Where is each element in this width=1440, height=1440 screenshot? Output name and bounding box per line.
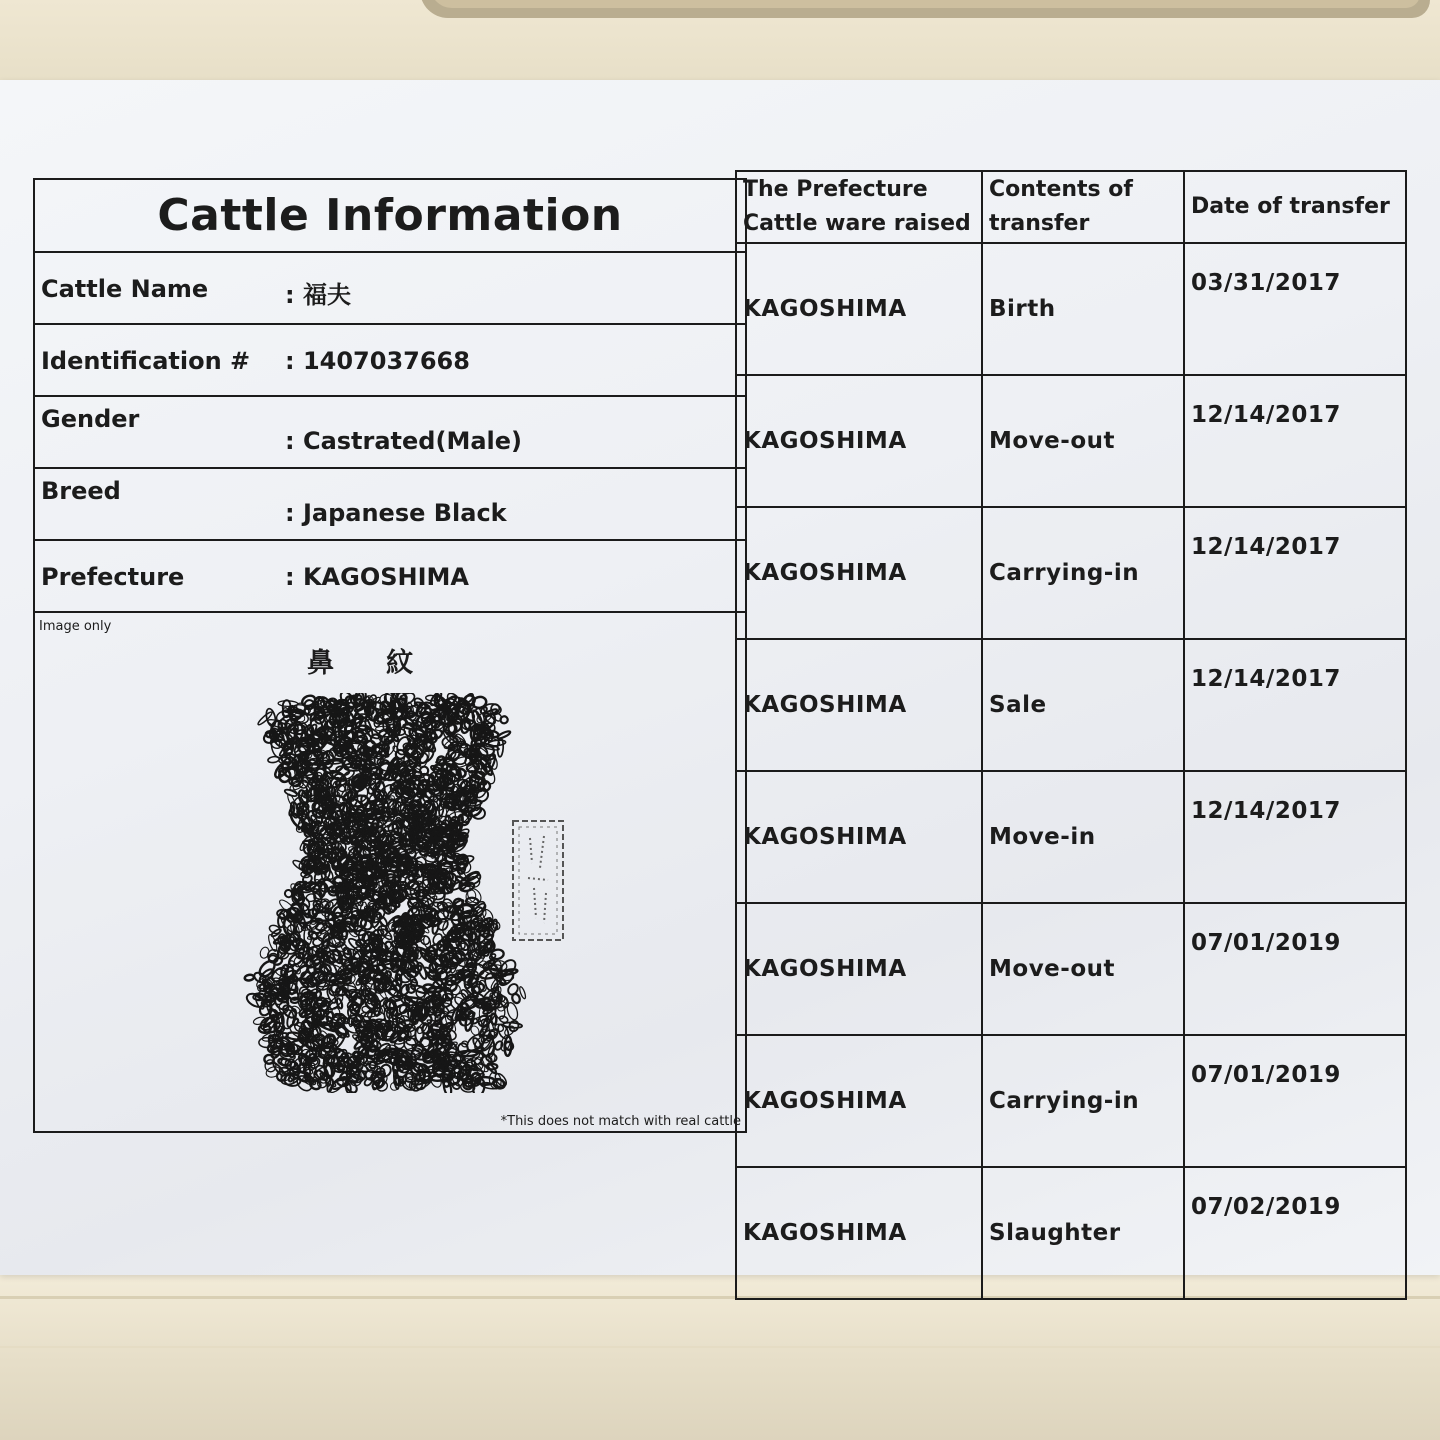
cell-date: 07/01/2019 bbox=[1184, 1035, 1406, 1167]
field-value: : Japanese Black bbox=[285, 499, 507, 527]
cell-content: Slaughter bbox=[982, 1167, 1184, 1299]
table-row bbox=[736, 1167, 1406, 1299]
cell-date: 12/14/2017 bbox=[1184, 375, 1406, 507]
cell-prefecture: KAGOSHIMA bbox=[736, 507, 982, 639]
cattle-info-panel bbox=[33, 178, 747, 1133]
cell-date: 12/14/2017 bbox=[1184, 771, 1406, 903]
cell-content: Birth bbox=[982, 243, 1184, 375]
table-row bbox=[736, 243, 1406, 375]
info-row-breed bbox=[35, 469, 745, 541]
table-row bbox=[736, 1035, 1406, 1167]
field-label: Gender bbox=[41, 405, 140, 433]
cell-content: Sale bbox=[982, 639, 1184, 771]
noseprint-image bbox=[220, 693, 550, 1093]
cell-content: Carrying-in bbox=[982, 507, 1184, 639]
field-value: : Castrated(Male) bbox=[285, 427, 522, 455]
disclaimer-note: *This does not match with real cattle bbox=[500, 1114, 741, 1129]
cell-prefecture: KAGOSHIMA bbox=[736, 903, 982, 1035]
image-only-label: Image only bbox=[39, 619, 112, 634]
cell-prefecture: KAGOSHIMA bbox=[736, 243, 982, 375]
field-label: Identification # bbox=[41, 347, 251, 375]
cell-date: 12/14/2017 bbox=[1184, 507, 1406, 639]
field-label: Cattle Name bbox=[41, 275, 209, 303]
cell-date: 07/01/2019 bbox=[1184, 903, 1406, 1035]
field-label: Breed bbox=[41, 477, 121, 505]
cell-prefecture: KAGOSHIMA bbox=[736, 639, 982, 771]
transfer-history-table bbox=[735, 170, 1407, 1300]
seal-stamp bbox=[510, 818, 566, 943]
cell-content: Move-in bbox=[982, 771, 1184, 903]
header-date: Date of transfer bbox=[1184, 171, 1406, 243]
cell-date: 03/31/2017 bbox=[1184, 243, 1406, 375]
cell-prefecture: KAGOSHIMA bbox=[736, 1035, 982, 1167]
cell-prefecture: KAGOSHIMA bbox=[736, 375, 982, 507]
info-row-gender bbox=[35, 397, 745, 469]
table-row bbox=[736, 771, 1406, 903]
document-title: Cattle Information bbox=[35, 180, 745, 253]
table-row bbox=[736, 639, 1406, 771]
table-row bbox=[736, 507, 1406, 639]
table-header-row bbox=[736, 171, 1406, 243]
cell-date: 07/02/2019 bbox=[1184, 1167, 1406, 1299]
noseprint-image-area bbox=[35, 613, 745, 1135]
field-value: : KAGOSHIMA bbox=[285, 563, 469, 591]
table-row bbox=[736, 375, 1406, 507]
noseprint-heading: 鼻紋 bbox=[307, 648, 465, 679]
info-row-prefecture bbox=[35, 541, 745, 613]
info-row-identification bbox=[35, 325, 745, 397]
field-value: : 1407037668 bbox=[285, 347, 470, 375]
folder-tab bbox=[420, 0, 1430, 18]
field-value: : 福夫 bbox=[285, 281, 351, 309]
field-label: Prefecture bbox=[41, 563, 185, 591]
cell-content: Move-out bbox=[982, 375, 1184, 507]
cell-prefecture: KAGOSHIMA bbox=[736, 771, 982, 903]
cell-content: Move-out bbox=[982, 903, 1184, 1035]
cell-date: 12/14/2017 bbox=[1184, 639, 1406, 771]
cell-prefecture: KAGOSHIMA bbox=[736, 1167, 982, 1299]
info-row-cattle-name bbox=[35, 253, 745, 325]
header-prefecture: The Prefecture Cattle ware raised bbox=[736, 171, 982, 243]
header-contents: Contents of transfer bbox=[982, 171, 1184, 243]
cell-content: Carrying-in bbox=[982, 1035, 1184, 1167]
table-row bbox=[736, 903, 1406, 1035]
